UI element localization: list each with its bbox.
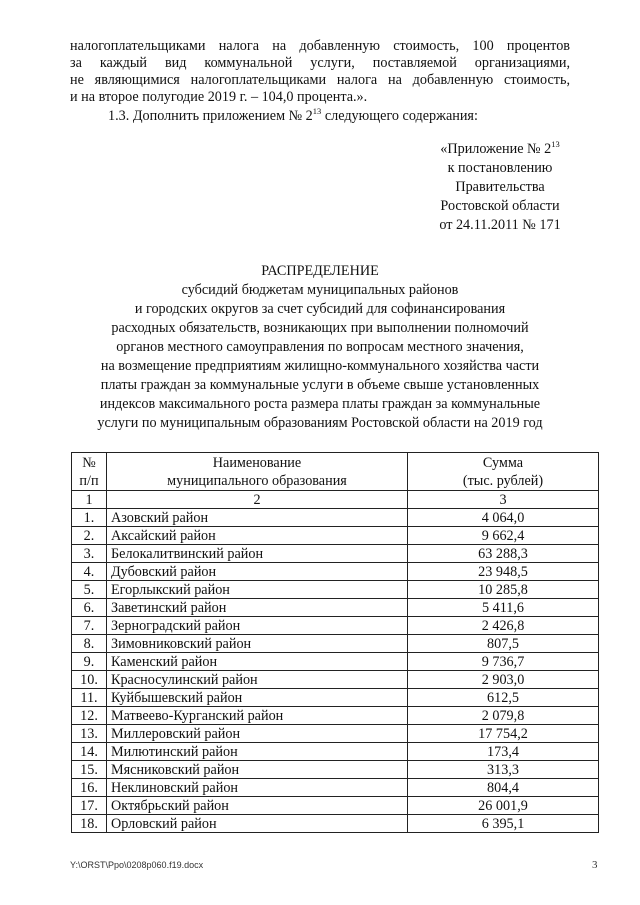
row-number: 3.: [72, 545, 107, 563]
intro-line: и на второе полугодие 2019 г. – 104,0 процента.».: [70, 89, 368, 105]
header-sum-line2: (тыс. рублей): [462, 472, 544, 489]
row-sum: 5 411,6: [408, 599, 599, 617]
item-text-after: следующего содержания:: [321, 108, 478, 124]
column-number: 2: [107, 491, 408, 509]
header-name-line1: Наименование: [212, 454, 302, 471]
title-heading: РАСПРЕДЕЛЕНИЕ: [261, 263, 379, 279]
title-line: расходных обязательств, возникающих при выполнении полномочий: [111, 320, 529, 336]
row-municipality-name: Октябрьский район: [107, 797, 408, 815]
item-text-before: 1.3. Дополнить приложением № 2: [108, 108, 313, 124]
appendix-superscript: 13: [551, 139, 560, 149]
row-number: 13.: [72, 725, 107, 743]
appendix-title: «Приложение № 2: [440, 141, 552, 157]
header-sum-line1: Сумма: [482, 454, 524, 471]
row-municipality-name: Дубовский район: [107, 563, 408, 581]
page-number: 3: [592, 859, 598, 871]
appendix-block: [415, 140, 585, 235]
row-sum: 23 948,5: [408, 563, 599, 581]
appendix-line-1: [415, 140, 585, 159]
row-number: 10.: [72, 671, 107, 689]
row-municipality-name: Орловский район: [107, 815, 408, 833]
row-sum: 2 903,0: [408, 671, 599, 689]
title-line: платы граждан за коммунальные услуги в объеме свыше установленных: [100, 377, 540, 393]
row-number: 16.: [72, 779, 107, 797]
intro-line: налогоплательщиками налога на добавленную стоимость, 100 процентов: [70, 38, 570, 54]
row-municipality-name: Матвеево-Курганский район: [107, 707, 408, 725]
appendix-line-5: от 24.11.2011 № 171: [439, 217, 561, 233]
column-number: 3: [408, 491, 599, 509]
header-name-line2: муниципального образования: [167, 472, 347, 489]
column-number-row: [72, 491, 599, 509]
table-row: [72, 653, 599, 671]
header-sum: [408, 453, 599, 491]
table-row: [72, 581, 599, 599]
row-number: 12.: [72, 707, 107, 725]
row-municipality-name: Каменский район: [107, 653, 408, 671]
header-num: [72, 453, 107, 491]
row-municipality-name: Егорлыкский район: [107, 581, 408, 599]
title-line: и городских округов за счет субсидий для софинансирования: [134, 301, 506, 317]
row-number: 11.: [72, 689, 107, 707]
row-municipality-name: Зерноградский район: [107, 617, 408, 635]
row-number: 6.: [72, 599, 107, 617]
row-sum: 63 288,3: [408, 545, 599, 563]
row-sum: 6 395,1: [408, 815, 599, 833]
title-line: услуги по муниципальным образованиям Ростовской области на 2019 год: [97, 415, 543, 431]
intro-line: за каждый вид коммунальной услуги, поставляемой организациями,: [70, 55, 570, 71]
row-municipality-name: Азовский район: [107, 509, 408, 527]
row-number: 4.: [72, 563, 107, 581]
table-row: [72, 545, 599, 563]
row-sum: 807,5: [408, 635, 599, 653]
table-row: [72, 689, 599, 707]
item-1-3: [108, 108, 478, 125]
row-municipality-name: Милютинский район: [107, 743, 408, 761]
header-num-line2: п/п: [79, 472, 99, 489]
row-municipality-name: Красносулинский район: [107, 671, 408, 689]
table-row: [72, 743, 599, 761]
row-municipality-name: Аксайский район: [107, 527, 408, 545]
table-row: [72, 509, 599, 527]
row-number: 7.: [72, 617, 107, 635]
row-municipality-name: Зимовниковский район: [107, 635, 408, 653]
row-number: 1.: [72, 509, 107, 527]
row-number: 17.: [72, 797, 107, 815]
row-number: 14.: [72, 743, 107, 761]
title-line: органов местного самоуправления по вопросам местного значения,: [116, 339, 524, 355]
row-number: 9.: [72, 653, 107, 671]
header-name: [107, 453, 408, 491]
table-row: [72, 779, 599, 797]
row-number: 2.: [72, 527, 107, 545]
table-row: [72, 815, 599, 833]
row-number: 5.: [72, 581, 107, 599]
row-sum: 9 736,7: [408, 653, 599, 671]
appendix-line-2: к постановлению: [447, 160, 553, 176]
table-row: [72, 635, 599, 653]
row-sum: 804,4: [408, 779, 599, 797]
table-row: [72, 671, 599, 689]
row-sum: 612,5: [408, 689, 599, 707]
appendix-line-4: Ростовской области: [440, 198, 560, 214]
row-sum: 4 064,0: [408, 509, 599, 527]
distribution-title: [60, 262, 580, 433]
row-number: 8.: [72, 635, 107, 653]
table-row: [72, 563, 599, 581]
row-municipality-name: Миллеровский район: [107, 725, 408, 743]
table-row: [72, 797, 599, 815]
footer-file-path: Y:\ORST\Ppo\0208p060.f19.docx: [70, 860, 204, 870]
title-line: субсидий бюджетам муниципальных районов: [181, 282, 459, 298]
row-sum: 17 754,2: [408, 725, 599, 743]
column-number: 1: [72, 491, 107, 509]
table-row: [72, 617, 599, 635]
table-row: [72, 707, 599, 725]
table-row: [72, 599, 599, 617]
table-header-row: [72, 453, 599, 491]
table-row: [72, 527, 599, 545]
row-sum: 2 079,8: [408, 707, 599, 725]
row-number: 15.: [72, 761, 107, 779]
row-municipality-name: Заветинский район: [107, 599, 408, 617]
title-line: индексов максимального роста размера платы граждан за коммунальные: [99, 396, 541, 412]
row-sum: 2 426,8: [408, 617, 599, 635]
header-num-line1: №: [82, 454, 96, 471]
row-sum: 313,3: [408, 761, 599, 779]
table-row: [72, 725, 599, 743]
row-sum: 173,4: [408, 743, 599, 761]
title-line: на возмещение предприятиям жилищно-коммунального хозяйства части: [100, 358, 540, 374]
table-row: [72, 761, 599, 779]
row-municipality-name: Неклиновский район: [107, 779, 408, 797]
appendix-line-3: Правительства: [455, 179, 545, 195]
row-sum: 10 285,8: [408, 581, 599, 599]
row-municipality-name: Мясниковский район: [107, 761, 408, 779]
intro-paragraph: [70, 38, 570, 106]
intro-line: не являющимися налогоплательщиками налога на добавленную стоимость,: [70, 72, 570, 88]
row-sum: 9 662,4: [408, 527, 599, 545]
row-sum: 26 001,9: [408, 797, 599, 815]
distribution-table: [71, 452, 599, 833]
row-number: 18.: [72, 815, 107, 833]
row-municipality-name: Белокалитвинский район: [107, 545, 408, 563]
item-superscript: 13: [312, 106, 322, 116]
row-municipality-name: Куйбышевский район: [107, 689, 408, 707]
